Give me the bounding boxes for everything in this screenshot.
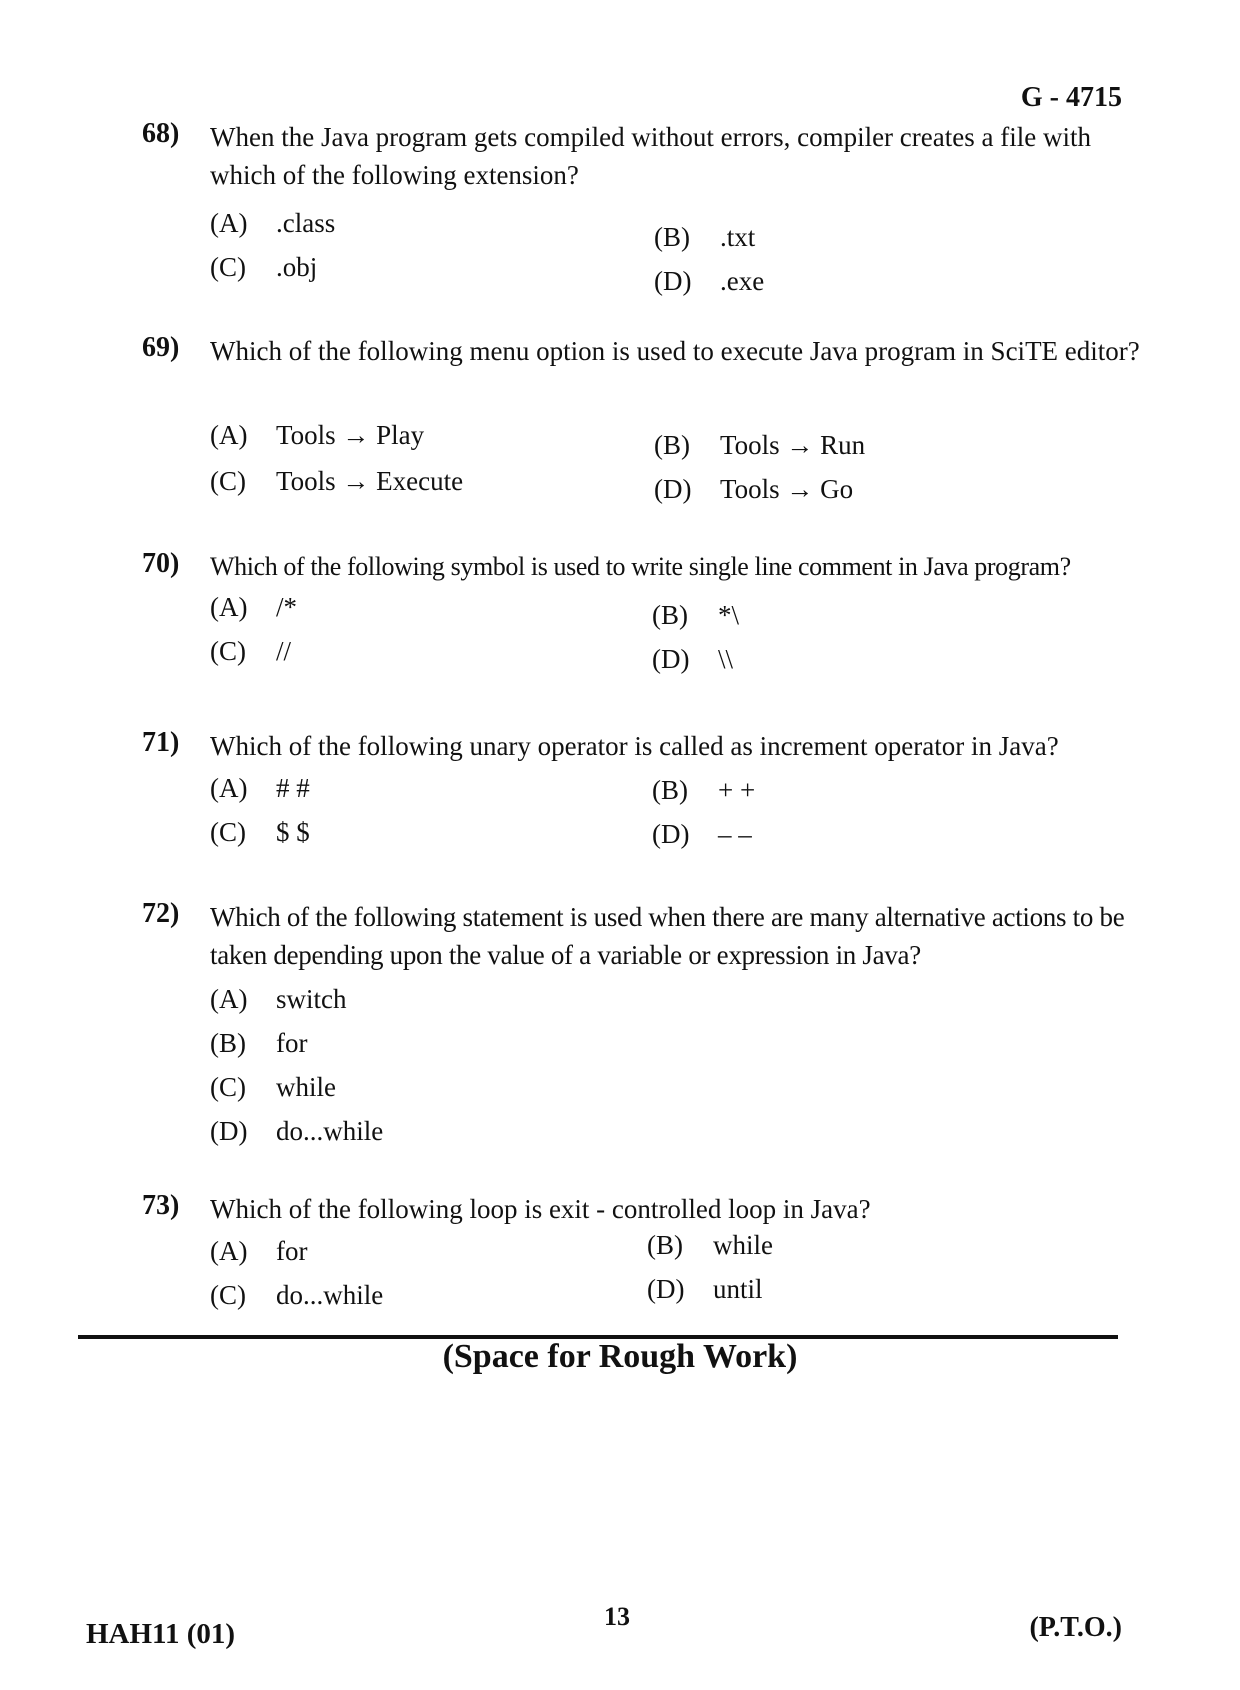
option-label: (A) — [210, 773, 248, 803]
option-a — [210, 420, 424, 451]
option-b — [647, 1230, 773, 1261]
option-c — [210, 636, 291, 667]
option-a — [210, 208, 335, 239]
option-b — [210, 1028, 307, 1059]
option-text: for — [276, 1236, 308, 1266]
option-text: /* — [276, 592, 298, 622]
paper-series-code: G - 4715 — [1020, 82, 1122, 113]
option-label: (B) — [647, 1230, 683, 1260]
option-label: (C) — [210, 252, 246, 282]
option-label: (A) — [210, 208, 248, 238]
option-c — [210, 1072, 336, 1103]
option-a — [210, 1236, 307, 1267]
option-label: (A) — [210, 984, 248, 1014]
option-label: (D) — [654, 266, 692, 296]
option-b — [652, 775, 755, 806]
option-a — [210, 773, 310, 804]
option-c — [210, 252, 317, 283]
option-label: (A) — [210, 592, 248, 622]
option-a — [210, 592, 297, 623]
option-text: Tools → Go — [720, 474, 854, 504]
option-text: .class — [276, 208, 336, 238]
option-d — [652, 819, 752, 850]
option-label: (C) — [210, 466, 246, 496]
option-text: .txt — [720, 222, 756, 252]
page-number: 13 — [604, 1602, 630, 1631]
option-label: (B) — [652, 600, 688, 630]
option-label: (B) — [654, 222, 690, 252]
option-d — [654, 474, 853, 505]
option-label: (B) — [654, 430, 690, 460]
option-label: (B) — [210, 1028, 246, 1058]
option-d — [647, 1274, 763, 1305]
option-text: while — [713, 1230, 773, 1260]
option-label: (C) — [210, 817, 246, 847]
option-d — [654, 266, 764, 297]
option-c — [210, 1280, 383, 1311]
question-number: 69) — [142, 332, 180, 363]
option-text: switch — [276, 984, 347, 1014]
option-b — [652, 600, 739, 631]
rough-work-heading: (Space for Rough Work) — [442, 1338, 798, 1375]
option-text: do...while — [276, 1280, 384, 1310]
option-label: (D) — [654, 474, 692, 504]
option-text: until — [713, 1274, 763, 1304]
option-label: (A) — [210, 420, 248, 450]
option-text: .exe — [720, 266, 765, 296]
option-text: for — [276, 1028, 308, 1058]
question-number: 70) — [142, 548, 180, 579]
option-text: # # — [276, 773, 310, 803]
option-b — [654, 222, 755, 253]
option-text: \\ — [718, 644, 734, 674]
option-text: Tools → Play — [276, 420, 425, 450]
option-text: $ $ — [276, 817, 310, 847]
option-label: (B) — [652, 775, 688, 805]
question-number: 72) — [142, 898, 180, 929]
option-text: Tools → Execute — [276, 466, 464, 496]
question-number: 68) — [142, 118, 180, 149]
option-label: (C) — [210, 1072, 246, 1102]
question-number: 71) — [142, 727, 180, 758]
option-b — [654, 430, 865, 461]
question-text: Which of the following menu option is used to execute Java program in SciTE editor? — [210, 336, 1140, 366]
please-turn-over: (P.T.O.) — [1029, 1612, 1122, 1643]
question-number: 73) — [142, 1190, 180, 1221]
option-a — [210, 984, 347, 1015]
option-text: – – — [718, 819, 752, 849]
option-label: (A) — [210, 1236, 248, 1266]
option-label: (C) — [210, 636, 246, 666]
option-text: .obj — [276, 252, 318, 282]
option-d — [210, 1116, 383, 1147]
option-label: (C) — [210, 1280, 246, 1310]
option-text: Tools → Run — [720, 430, 866, 460]
option-text: // — [276, 636, 292, 666]
option-label: (D) — [210, 1116, 248, 1146]
option-label: (D) — [652, 819, 690, 849]
option-c — [210, 817, 310, 848]
question-text: Which of the following symbol is used to write single line comment in Java program? — [210, 552, 1071, 581]
option-label: (D) — [647, 1274, 685, 1304]
option-text: while — [276, 1072, 336, 1102]
option-text: *\ — [718, 600, 740, 630]
option-d — [652, 644, 733, 675]
option-c — [210, 466, 463, 497]
option-label: (D) — [652, 644, 690, 674]
question-text: Which of the following statement is used when there are many alternative actions to be taken depending upon the value of a variable or expression in Java? — [210, 902, 1125, 970]
option-text: do...while — [276, 1116, 384, 1146]
question-text: Which of the following loop is exit - controlled loop in Java? — [210, 1194, 871, 1224]
paper-code: HAH11 (01) — [86, 1618, 236, 1650]
question-text: Which of the following unary operator is called as increment operator in Java? — [210, 731, 1059, 761]
question-text: When the Java program gets compiled without errors, compiler creates a file with which of the following extension? — [210, 122, 1091, 190]
option-text: + + — [718, 775, 756, 805]
